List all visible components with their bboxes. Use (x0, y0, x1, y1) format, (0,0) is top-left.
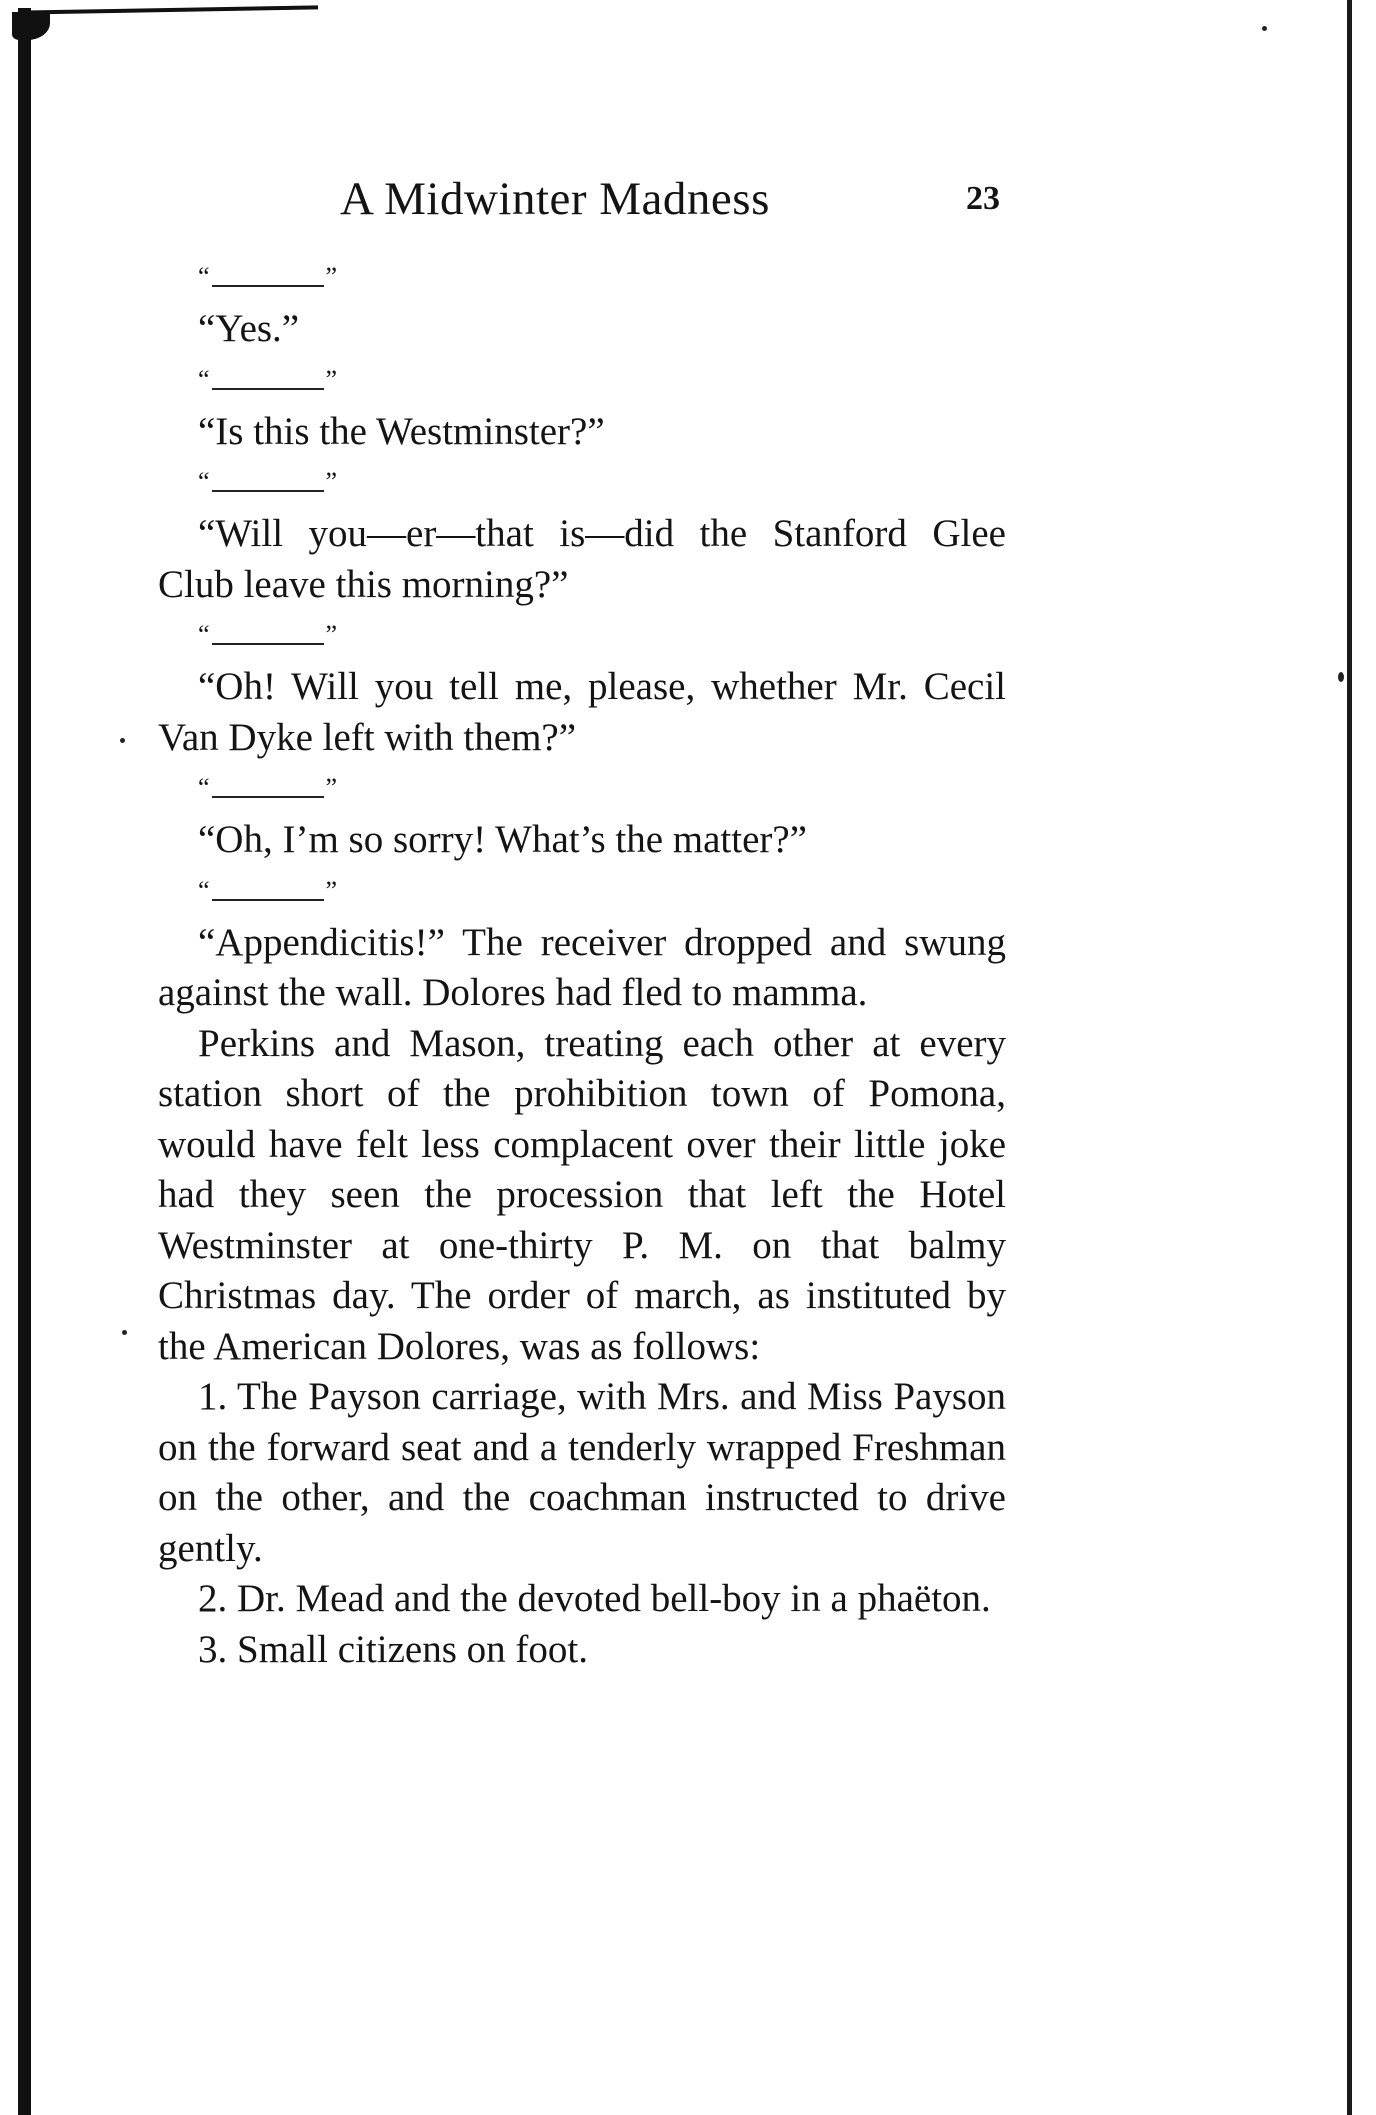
dialogue-line: “Oh! Will you tell me, please, whether Mr. Cecil Van Dyke left with them?” (158, 665, 1006, 759)
scan-speck (120, 738, 125, 743)
binding-edge-top (18, 5, 318, 14)
right-page-edge (1347, 0, 1352, 2115)
binding-edge-mark (12, 12, 50, 40)
procession-item: 1. The Payson carriage, with Mrs. and Miss Payson on the forward seat and a tenderly wrapped Freshman on the other, and the coachman instructed to drive gently. (158, 1375, 1006, 1570)
running-title: A Midwinter Madness (340, 173, 770, 225)
dialogue-blank: “ ” (198, 620, 338, 649)
dialogue-line: “Yes.” (198, 307, 300, 350)
dialogue-blank: “ ” (198, 773, 338, 802)
page-body (158, 252, 1006, 1675)
dialogue-line: “Will you—er—that is—did the Stanford Glee Club leave this morning?” (158, 512, 1006, 606)
dialogue-blank: “ ” (198, 467, 338, 496)
dialogue-blank: “ ” (198, 875, 338, 905)
dialogue-line: “Oh, I’m so sorry! What’s the matter?” (198, 818, 807, 861)
narrative-paragraph: Perkins and Mason, treating each other at every station short of the prohibition town of Pomona, would have felt less complacent over their little joke had they seen the procession that left the Hotel Westminster at one-thirty P. M. on that balmy Christmas day. The order of march, as instituted by the American Dolores, was as follows: (158, 1021, 1006, 1368)
procession-item: 3. Small citizens on foot. (198, 1627, 588, 1671)
dialogue-line: “Appendicitis!” The receiver dropped and swung against the wall. Dolores had fled to mamma. (158, 920, 1006, 1014)
scan-speck (1262, 26, 1267, 31)
dialogue-line: “Is this the Westminster?” (198, 409, 605, 453)
scan-speck (122, 1330, 127, 1335)
dialogue-blank: “ ” (198, 364, 338, 394)
page-header (340, 172, 1000, 242)
page-number: 23 (966, 180, 1000, 217)
binding-edge (18, 8, 31, 2115)
procession-item: 2. Dr. Mead and the devoted bell-boy in a phaëton. (198, 1577, 991, 1620)
scan-speck (1338, 672, 1344, 682)
dialogue-blank: “ ” (198, 262, 338, 291)
